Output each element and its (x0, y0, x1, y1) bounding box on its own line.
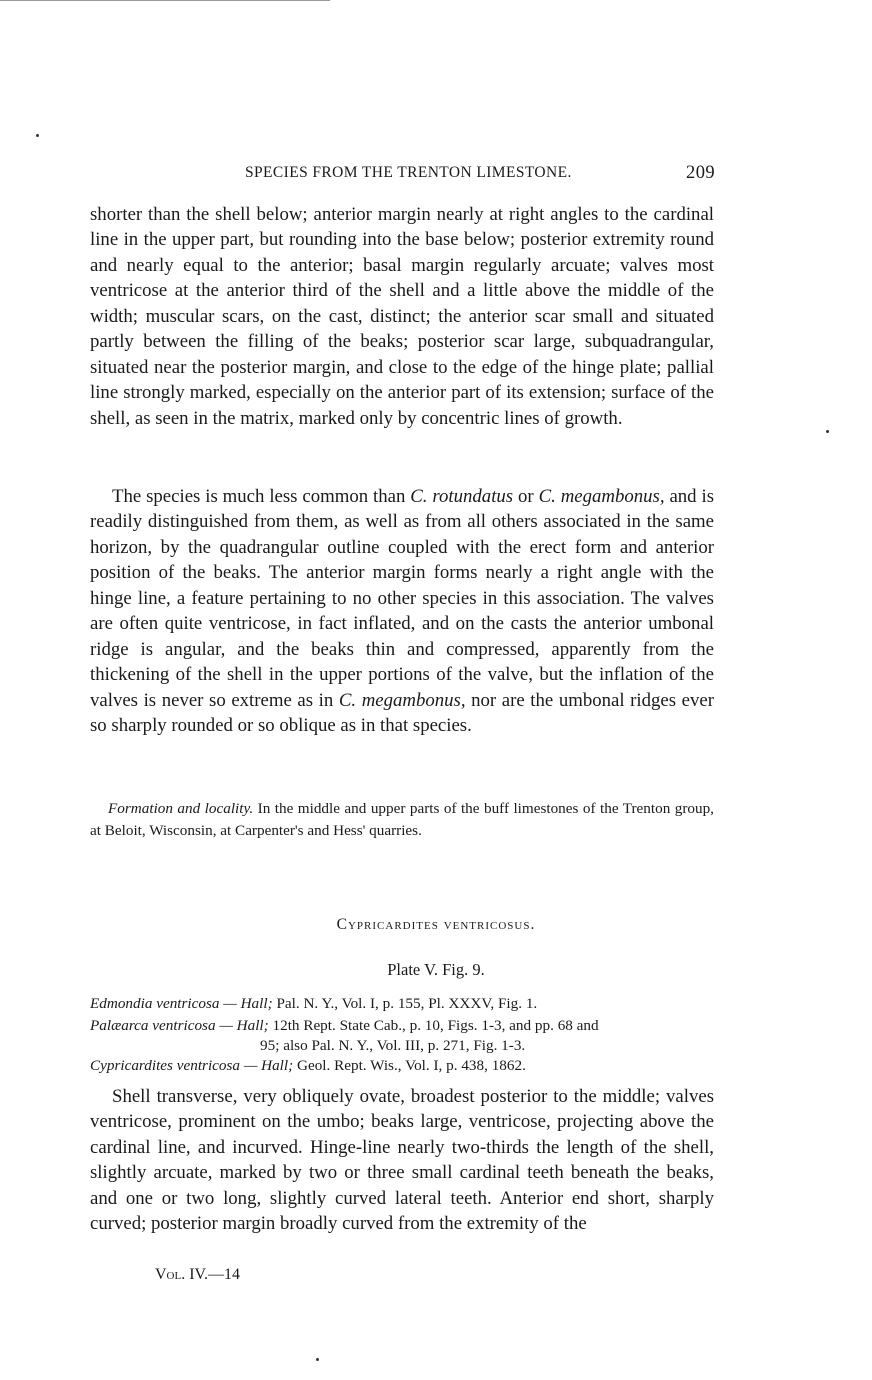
top-edge-line (0, 0, 330, 1)
synonymy-entry: Palæarca ventricosa — Hall; 12th Rept. State Cab., p. 10, Figs. 1-3, and pp. 68 and 95; also Pal. N. Y., Vol. III, p. 271, Fig. 1-3. (90, 1017, 599, 1054)
formation-locality-note: Formation and locality. In the middle and upper parts of the buff limestones of the Trenton group, at Beloit, Wisconsin, at Carpenter's and Hess' quarries. (90, 800, 714, 839)
paper-speck (316, 1358, 319, 1361)
species-heading: Cypricardites ventricosus. (336, 916, 536, 933)
paragraph-comparison: The species is much less common than C. rotundatus or C. megambonus, and is readily distinguished from them, as well as from all others associated in the same horizon, by the quadrangular outline coupled with the erect form and anterior position of the beaks. The anterior margin forms nearly a right angle with the hinge line, a feature pertaining to no other species in this association. The valves are often quite ventricose, in fact inflated, and on the casts the anterior umbonal ridge is angular, and the beaks thin and compressed, apparently from the thickening of the shell in the upper portions of the valve, but the inflation of the valves is never so extreme as in C. megambonus, nor are the umbonal ridges ever so sharply rounded or so oblique as in that species. (90, 486, 715, 737)
paper-speck (36, 134, 39, 137)
synonym-name: Palæarca ventricosa — Hall; (90, 1017, 269, 1034)
page-number: 209 (686, 163, 715, 183)
synonym-name: Cypricardites ventricosa — Hall; (90, 1057, 294, 1074)
species-name: C. megambonus, (538, 486, 665, 507)
formation-label: Formation and locality. (108, 800, 254, 817)
running-header (90, 164, 715, 188)
species-name: C. rotundatus (410, 486, 514, 507)
paragraph-description-continued: shorter than the shell below; anterior margin nearly at right angles to the cardinal line in the upper part, but rounding into the base below; posterior extremity round and nearly equal to the anterior; basal margin regularly arcuate; valves most ventricose at the anterior third of the shell and a little above the middle of the width; muscular scars, on the cast, distinct; the anterior scar small and situated partly between the filling of the beaks; posterior scar large, subquadrangular, situated near the posterior margin, and close to the edge of the hinge plate; pallial line strongly marked, especially on the anterior part of its extension; surface of the shell, as seen in the matrix, marked only by concentric lines of growth. (90, 204, 714, 429)
paragraph-species-description: Shell transverse, very obliquely ovate, broadest posterior to the middle; valves ventricose, prominent on the umbo; beaks large, ventricose, projecting above the cardinal line, and incurved. Hinge-line nearly two-thirds the length of the shell, slightly arcuate, marked by two or three small cardinal teeth beneath the beaks, and one or two long, slightly curved lateral teeth. Anterior end short, sharply curved; posterior margin broadly curved from the extremity of the (90, 1086, 714, 1235)
signature-mark: Vol. IV.—14 (155, 1266, 241, 1283)
running-title: SPECIES FROM THE TRENTON LIMESTONE. (245, 164, 572, 181)
synonym-name: Edmondia ventricosa — Hall; (90, 995, 273, 1012)
species-name: C. megambonus, (338, 689, 466, 711)
plate-reference: Plate V. Fig. 9. (387, 960, 485, 979)
synonymy-entry: Cypricardites ventricosa — Hall; Geol. Rept. Wis., Vol. I, p. 438, 1862. (90, 1057, 526, 1074)
synonymy-entry: Edmondia ventricosa — Hall; Pal. N. Y., Vol. I, p. 155, Pl. XXXV, Fig. 1. (90, 995, 538, 1012)
paper-speck (826, 430, 829, 433)
